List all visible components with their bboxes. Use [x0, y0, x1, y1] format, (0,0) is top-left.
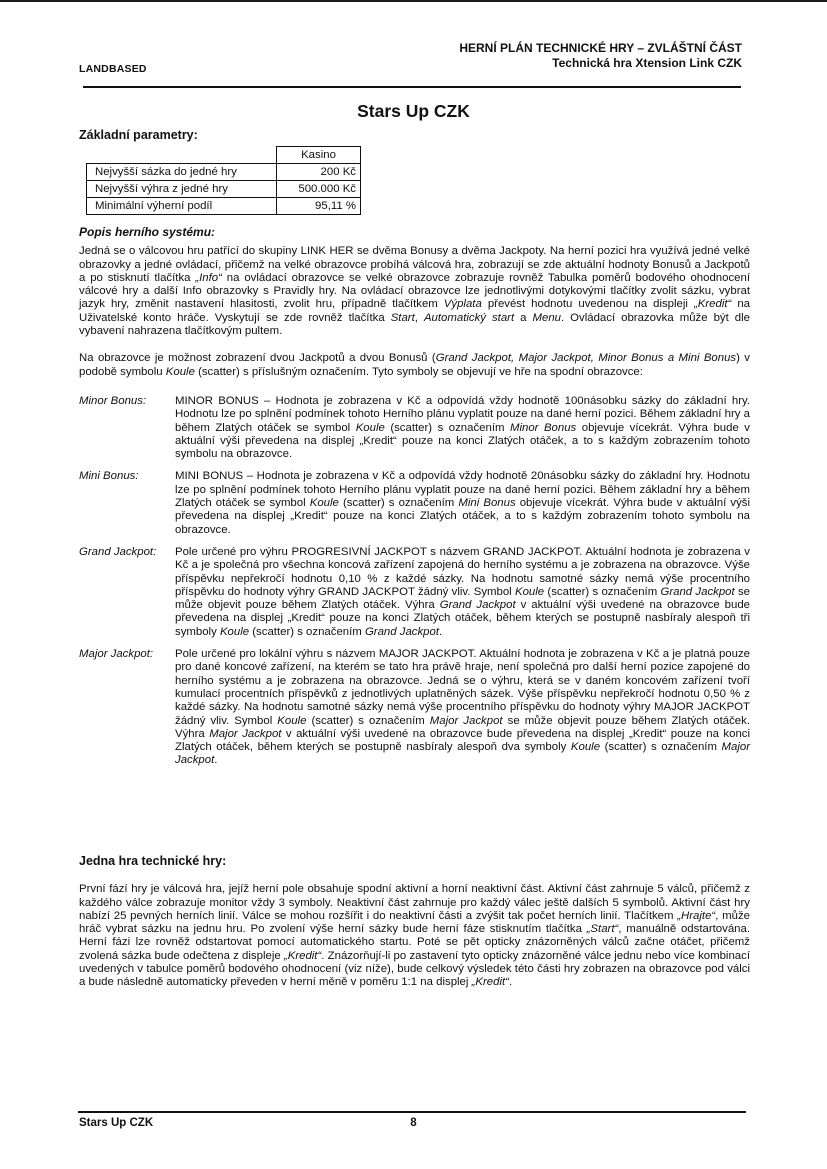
definition-text: MINOR BONUS – Hodnota je zobrazena v Kč a odpovídá vždy hodnotě 100násobku sázky do základní hry. Hodnotu lze po splnění podmínek tohoto Herního plánu vyplatit pouze na dané herní pozici. Během základní hry a během Zlatých otáček se symbol Koule (scatter) s označením Minor Bonus objevuje vícekrát. Výhra bude v aktuální výši převedena na displej „Kredit“ pouze na konci Zlatých otáček, a to s každým zobrazením tohoto symbolu na obrazovce.	[175, 394, 750, 461]
definition-label: Mini Bonus:	[79, 470, 139, 483]
basic-params-table	[86, 146, 361, 215]
table-header-empty-cell	[87, 147, 277, 164]
param-value: 95,11 %	[277, 198, 361, 215]
system-description-heading: Popis herního systému:	[79, 225, 216, 239]
basic-params-heading: Základní parametry:	[79, 128, 198, 142]
definition-label: Minor Bonus:	[79, 394, 147, 407]
paragraph: První fází hry je válcová hra, jejíž herní pole obsahuje spodní aktivní a horní neaktivní část. Aktivní část zahrnuje 5 válců, přičemž z každého válce zobrazuje monitor vždy 3 symboly. Neaktivní část zahrnuje pro každý válec ještě dalších 5 symbolů. Aktivní část hry nabízí 25 pevných herních linií. Válce se mohou rozšířit i do neaktivní části a zvýšit tak počet herních linií. Tlačítkem „Hrajte“, může hráč vybrat sázku na jednu hru. Po zvolení výše herní sázky bude herní fáze stisknutím tlačítka „Start“, manuálně odstartována. Herní fázi lze rovněž odstartovat pomocí automatického startu. Poté se pět opticky znázorněných válců začne otáčet, přičemž zvolená sázka bude odečtena z displeje „Kredit“. Znázorňují-li po zastavení tyto opticky znázorněné válce jednu nebo více kombinací uvedených v tabulce poměrů bodového ohodnocení (viz níže), bude celkový výsledek této části hry zobrazen na obrazovce pod válci a bude následně automaticky převeden v herní měně v poměru 1:1 na displej „Kredit“.	[79, 883, 750, 989]
header-left-label: LANDBASED	[79, 63, 147, 75]
header-title-line2: Technická hra Xtension Link CZK	[552, 56, 742, 70]
definition-text: Pole určené pro výhru PROGRESIVNÍ JACKPOT s názvem GRAND JACKPOT. Aktuální hodnota je zobrazena v Kč a je společná pro všechna koncová zařízení zapojená do herního systému a je zobrazena na obrazovce. Výše příspěvku nepřekročí hodnotu 0,10 % z každé sázky. Na hodnotu samotné sázky nemá výše procentního příspěvku do hodnoty výhry GRAND JACKPOT žádný vliv. Symbol Koule (scatter) s označením Grand Jackpot se může objevit pouze během Zlatých otáček. Výhra Grand Jackpot v aktuální výši uvedené na obrazovce bude převedena na displej „Kredit“ pouze na konci Zlatých otáček, během kterých se postupně nasbíraly alespoň tři symboly Koule (scatter) s označením Grand Jackpot.	[175, 545, 751, 638]
param-value: 200 Kč	[277, 164, 361, 181]
table-row	[87, 164, 361, 181]
one-game-section	[79, 855, 750, 990]
header-title-line1: HERNÍ PLÁN TECHNICKÉ HRY – ZVLÁŠTNÍ ČÁST	[459, 41, 742, 55]
paragraph: Na obrazovce je možnost zobrazení dvou Jackpotů a dvou Bonusů (Grand Jackpot, Major Jackpot, Minor Bonus a Mini Bonus) v podobě symbolu Koule (scatter) s příslušným označením. Tyto symboly se objevují ve hře na spodní obrazovce:	[79, 352, 751, 378]
header-rule	[83, 86, 741, 88]
one-game-heading: Jedna hra technické hry:	[79, 854, 227, 868]
table-header-kasino: Kasino	[277, 147, 361, 164]
table-row	[87, 198, 361, 215]
definition-list	[79, 395, 750, 768]
definition-item-minor-bonus	[79, 395, 750, 461]
definition-label: Grand Jackpot:	[79, 545, 157, 558]
footer-rule	[78, 1111, 746, 1113]
paragraph: Jedná se o válcovou hru patřící do skupiny LINK HER se dvěma Bonusy a dvěma Jackpoty. Na herní pozici hra využívá jedné velké obrazovky a jedné ovládací, přičemž na velké obrazovce probíhá válcová hra, zobrazují se zde aktuální hodnoty Bonusů a Jackpotů a po stisknutí tlačítka „Info“ na ovládací obrazovce se velké obrazovce zobrazuje rovněž Tabulka poměrů bodového ohodnocení válcové hry a další Info obrazovky s Pravidly hry. Na ovládací obrazovce lze jednotlivými dotykovými tlačítky zvolit sázku, vybrat jazyk hry, změnit nastavení hlasitosti, zvolit hru, případně tlačítkem Výplata převést hodnotu uvedenou na displeji „Kredit“ na Uživatelské konto hráče. Vyskytují se zde rovněž tlačítka Start, Automatický start a Menu. Ovládací obrazovka může být dle vybavení nahrazena tlačítkovým pultem.	[79, 245, 750, 338]
table-header-row	[87, 147, 361, 164]
param-label: Nejvyšší sázka do jedné hry	[87, 164, 277, 181]
definition-item-mini-bonus	[79, 470, 750, 536]
definition-label: Major Jackpot:	[79, 648, 154, 661]
header-right-block	[459, 41, 742, 71]
definition-text: MINI BONUS – Hodnota je zobrazena v Kč a odpovídá vždy hodnotě 20násobku sázky do základní hry. Hodnotu lze po splnění podmínek tohoto Herního plánu vyplatit pouze na dané herní pozici. Během základní hry a během Zlatých otáček se symbol Koule (scatter) s označením Mini Bonus objevuje vícekrát. Výhra bude v aktuální výši převedena na displej „Kredit“ pouze na konci Zlatých otáček, a to s každým zobrazením tohoto symbolu na obrazovce.	[175, 470, 750, 536]
definition-item-grand-jackpot	[79, 546, 750, 639]
param-label: Nejvyšší výhra z jedné hry	[87, 181, 277, 198]
table-row	[87, 181, 361, 198]
definition-item-major-jackpot	[79, 648, 750, 768]
page-title: Stars Up CZK	[357, 101, 470, 121]
param-value: 500.000 Kč	[277, 181, 361, 198]
page-number: 8	[410, 1117, 417, 1129]
footer-title: Stars Up CZK	[79, 1117, 154, 1129]
definition-text: Pole určené pro lokální výhru s názvem MAJOR JACKPOT. Aktuální hodnota je zobrazena v Kč a je platná pouze pro dané koncové zařízení, na kterém se tato hra právě hraje, není společná pro další herní pozice zapojené do herního systému a je zobrazena na obrazovce. Jedná se o výhru, která se v daném koncovém zařízení tvoří kumulací procentních příspěvků z jednotlivých uplatněných sázek. Výše příspěvku nepřekročí hodnotu 0,50 % z každé sázky. Na hodnotu samotné sázky nemá výše procentního příspěvku do hodnoty výhry MAJOR JACKPOT žádný vliv. Symbol Koule (scatter) s označením Major Jackpot se může objevit pouze během Zlatých otáček. Výhra Major Jackpot v aktuální výši uvedené na obrazovce bude převedena na displej „Kredit“ pouze na konci Zlatých otáček, během kterých se postupně nasbíraly alespoň dva symboly Koule (scatter) s označením Major Jackpot.	[175, 648, 751, 767]
system-description-section	[79, 226, 750, 777]
page-top-edge	[0, 0, 827, 2]
param-label: Minimální výherní podíl	[87, 198, 277, 215]
